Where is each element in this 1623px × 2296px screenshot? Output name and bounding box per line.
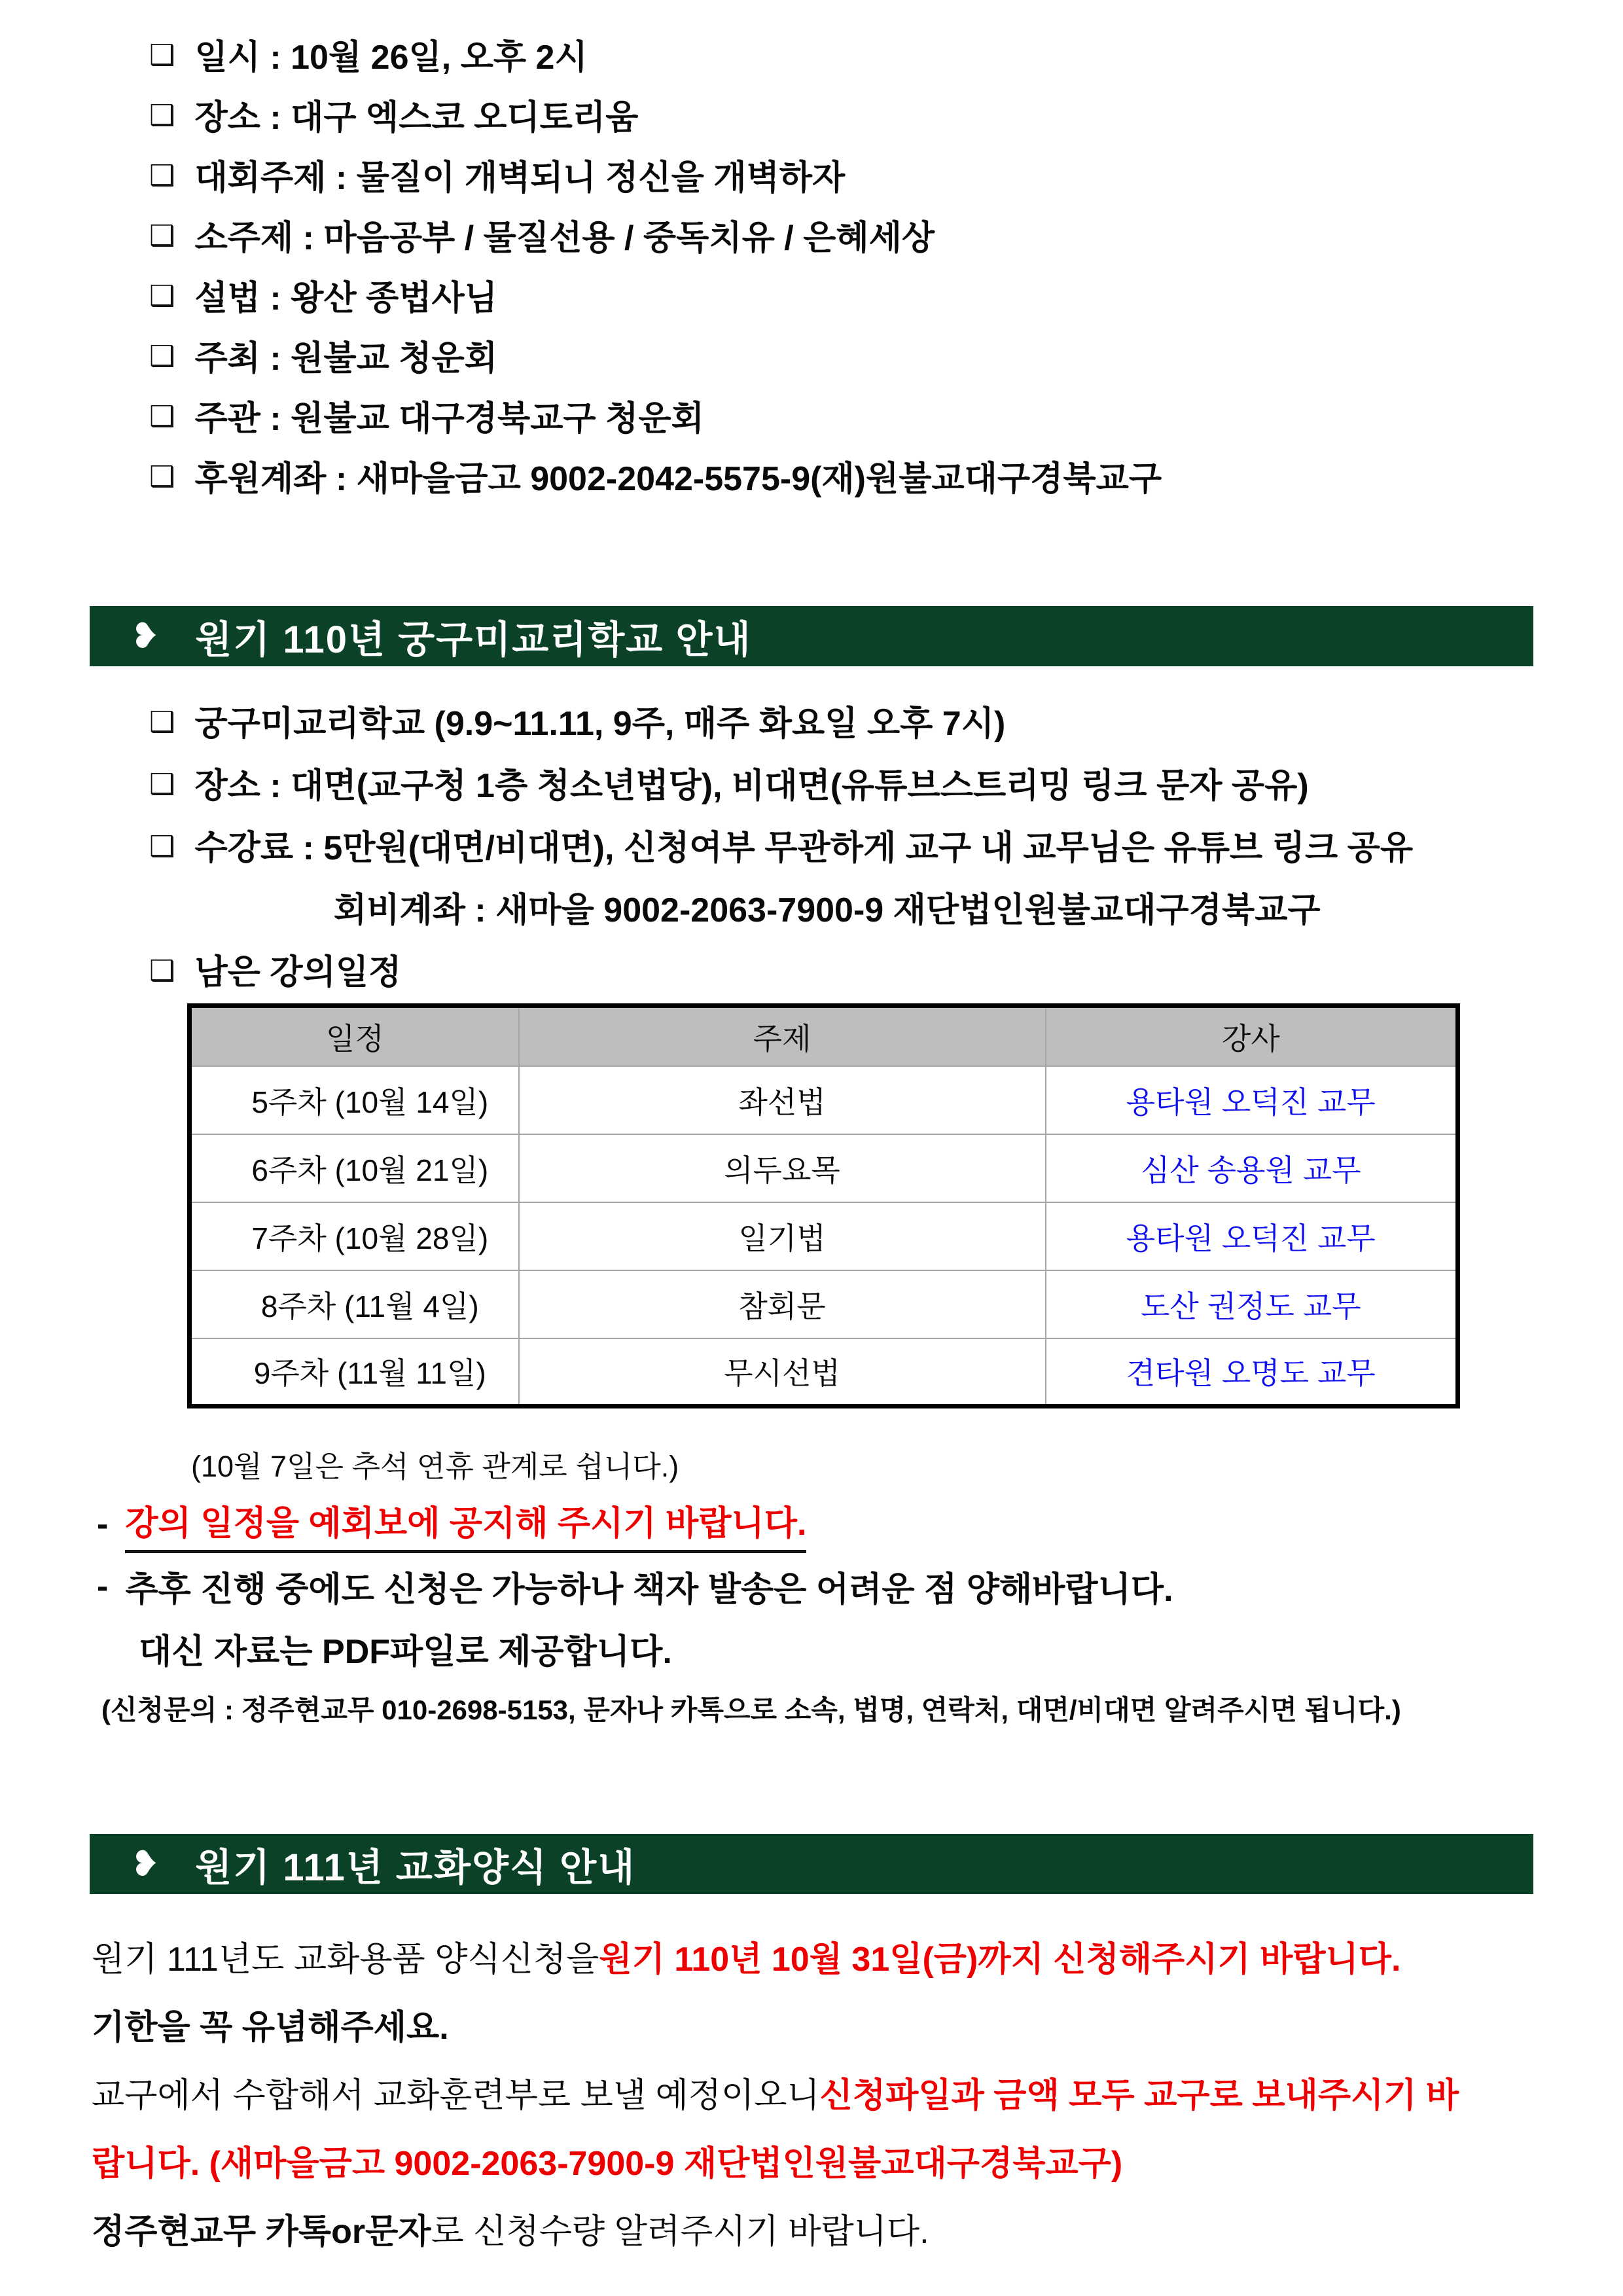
cell-lecturer: 심산 송용원 교무 [1046,1134,1458,1202]
cell-topic: 의두요목 [519,1134,1046,1202]
table-row [190,1066,1458,1134]
list-item-text: 궁구미교리학교 (9.9~11.11, 9주, 매주 화요일 오후 7시) [194,705,1006,743]
list-item-text: 대회주제 : 물질이 개벽되니 정신을 개벽하자 [194,158,846,197]
checkbox-icon: ❑ [149,39,175,71]
arrow-bullet-icon: ❥ [130,617,160,656]
list-item [149,751,1623,814]
checkbox-icon: ❑ [149,401,175,433]
supplies-line-5-rest: 로 신청수량 알려주시기 바랍니다. [431,2212,929,2251]
supplies-line-2 [92,1990,1623,2058]
checkbox-icon: ❑ [149,954,175,987]
holiday-note: (10월 7일은 추석 연휴 관계로 쉽니다.) [191,1450,679,1483]
supplies-line-5 [92,2194,1623,2262]
cell-topic: 일기법 [519,1202,1046,1270]
list-item-text: 주관 : 원불교 대구경북교구 청운회 [194,399,704,438]
note-later-apply-text: 추후 진행 중에도 신청은 가능하나 책자 발송은 어려운 점 양해바랍니다. [125,1571,1173,1609]
table-row [190,1134,1458,1202]
list-item-text: 일시 : 10월 26일, 오후 2시 [194,38,588,77]
cell-week: 8주차 (11월 4일) [190,1270,519,1338]
table-row [190,1338,1458,1407]
cell-topic: 무시선법 [519,1338,1046,1407]
cell-week: 5주차 (10월 14일) [190,1066,519,1134]
checkbox-icon: ❑ [149,706,175,738]
cell-week: 9주차 (11월 11일) [190,1338,519,1407]
fee-account-line [0,876,1623,938]
supplies-line-2-text: 기한을 꼭 유념해주세요. [92,2008,449,2047]
schedule-label: 남은 강의일정 [194,954,402,992]
supplies-line-4 [92,2126,1623,2194]
header-schedule: 일정 [190,1006,519,1066]
cell-lecturer: 용타원 오덕진 교무 [1046,1202,1458,1270]
list-item [149,325,1623,385]
checkbox-icon: ❑ [149,99,175,132]
supplies-line-1-black: 원기 111년도 교화용품 양식신청을 [92,1940,599,1979]
section-title: 원기 111년 교화양식 안내 [195,1846,636,1889]
list-item [149,445,1623,505]
supplies-line-3-black: 교구에서 수합해서 교화훈련부로 보낼 예정이오니 [92,2076,820,2115]
checkbox-icon: ❑ [149,768,175,800]
checkbox-icon: ❑ [149,340,175,372]
notes-block [0,1493,1623,1737]
event-info-list [0,0,1623,505]
table-row [190,1202,1458,1270]
list-item [149,84,1623,144]
note-pdf [139,1617,1623,1679]
list-item-text: 주최 : 원불교 청운회 [194,339,497,378]
arrow-bullet-icon: ❥ [130,1844,160,1884]
list-item [149,385,1623,445]
cell-lecturer: 도산 권정도 교무 [1046,1270,1458,1338]
list-item [149,689,1623,751]
supplies-line-1-red: 원기 110년 10월 31일(금)까지 신청해주시기 바랍니다. [599,1940,1401,1979]
table-row [190,1270,1458,1338]
cell-week: 6주차 (10월 21일) [190,1134,519,1202]
list-item-text: 소주제 : 마음공부 / 물질선용 / 중독치유 / 은혜세상 [194,219,935,257]
list-item [149,204,1623,264]
table-header-row [190,1006,1458,1066]
list-item [149,24,1623,84]
supplies-line-5-bold: 정주현교무 카톡or문자 [92,2212,431,2251]
supplies-line-1 [92,1922,1623,1990]
supplies-line-3 [92,2058,1623,2126]
cell-lecturer: 용타원 오덕진 교무 [1046,1066,1458,1134]
note-later-apply [97,1555,1623,1617]
cell-topic: 좌선법 [519,1066,1046,1134]
checkbox-icon: ❑ [149,461,175,493]
note-announce-text: 강의 일정을 예회보에 공지해 주시기 바랍니다. [125,1496,806,1553]
dash-bullet: - [97,1567,109,1605]
list-item-text: 수강료 : 5만원(대면/비대면), 신청여부 무관하게 교구 내 교무님은 유튜브 링크 공유 [194,829,1414,867]
note-pdf-text: 대신 자료는 PDF파일로 제공합니다. [139,1633,672,1671]
list-item [149,938,1623,1000]
checkbox-icon: ❑ [149,280,175,312]
note-contact [101,1679,1623,1737]
section-banner-gyori-school [90,606,1533,666]
checkbox-icon: ❑ [149,220,175,252]
header-lecturer: 강사 [1046,1006,1458,1066]
list-item-text: 장소 : 대구 엑스코 오디토리움 [194,98,639,137]
lecture-schedule-table [187,1003,1460,1408]
note-announce [97,1493,1623,1555]
list-item-text: 후원계좌 : 새마을금고 9002-2042-5575-9(재)원불교대구경북교구 [194,459,1162,498]
cell-lecturer: 견타원 오명도 교무 [1046,1338,1458,1407]
list-item [149,144,1623,204]
list-item-text: 설법 : 왕산 종법사님 [194,279,497,317]
list-item-text: 장소 : 대면(교구청 1층 청소년법당), 비대면(유튜브스트리밍 링크 문자 공유) [194,767,1309,805]
supplies-section [92,1922,1623,2262]
note-contact-text: (신청문의 : 정주현교무 010-2698-5153, 문자나 카톡으로 소속, 법명, 연락처, 대면/비대면 알려주시면 됩니다.) [101,1695,1401,1725]
section-title: 원기 110년 궁구미교리학교 안내 [195,619,752,661]
school-info-list [0,689,1623,876]
fee-account-text: 회비계좌 : 새마을 9002-2063-7900-9 재단법인원불교대구경북교구 [334,891,1321,929]
section-banner-supplies [90,1834,1533,1894]
checkbox-icon: ❑ [149,160,175,192]
schedule-label-list [0,938,1623,1000]
checkbox-icon: ❑ [149,830,175,863]
supplies-line-4-red: 랍니다. (새마을금고 9002-2063-7900-9 재단법인원불교대구경북교구) [92,2144,1123,2183]
list-item [149,264,1623,325]
dash-bullet: - [97,1505,109,1543]
cell-topic: 참회문 [519,1270,1046,1338]
supplies-line-3-red: 신청파일과 금액 모두 교구로 보내주시기 바 [819,2076,1459,2115]
header-topic: 주제 [519,1006,1046,1066]
list-item [149,814,1623,876]
cell-week: 7주차 (10월 28일) [190,1202,519,1270]
